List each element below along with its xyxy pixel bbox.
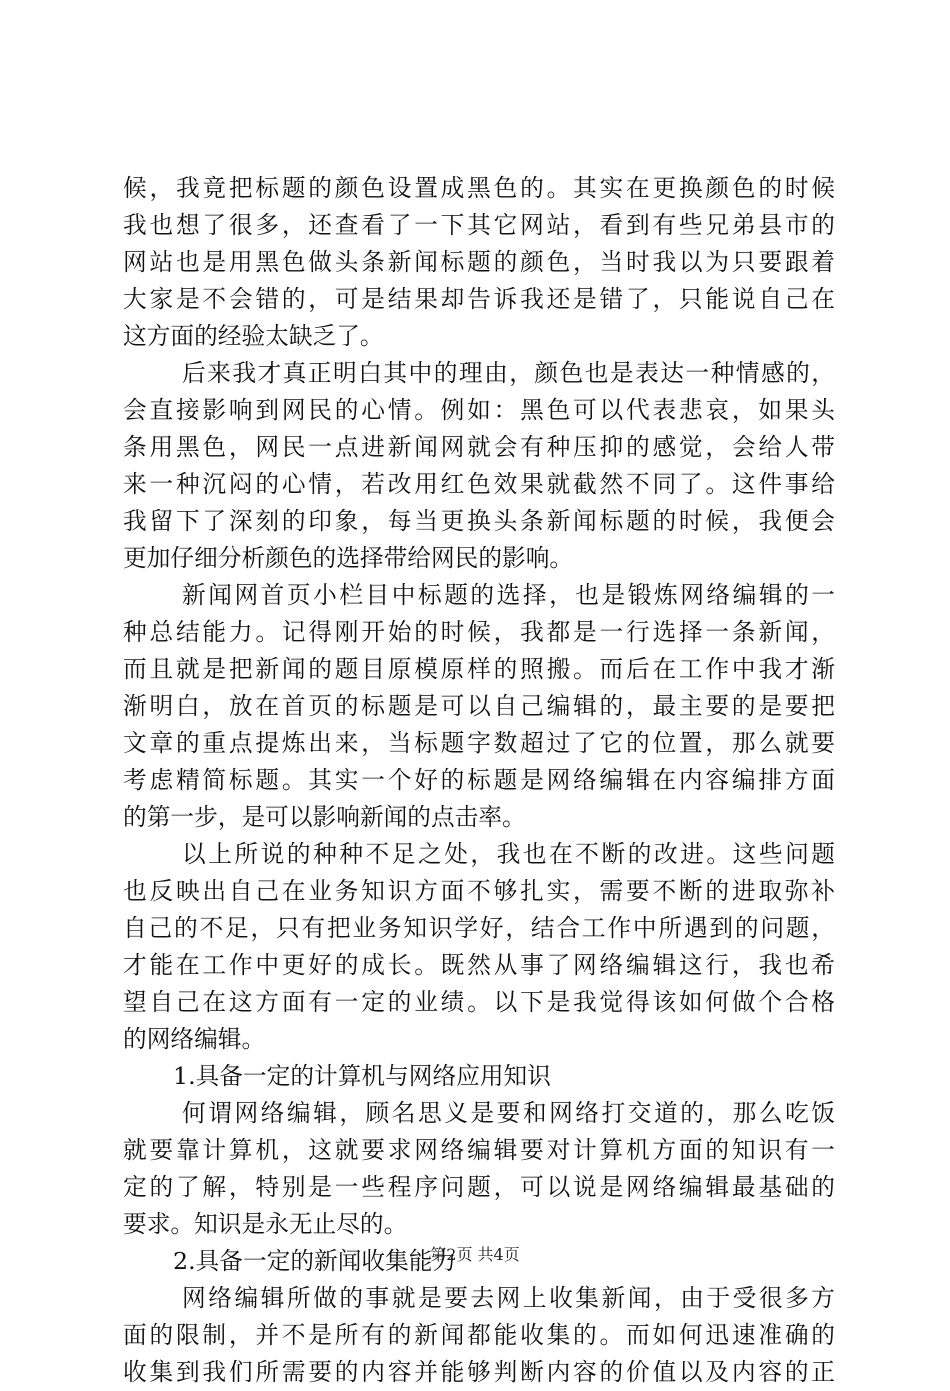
paragraph-first-line: 以上所说的种种不足之处，我也在不断的改进。这些问题 — [182, 840, 835, 868]
text-line: 也反映出自己在业务知识方面不够扎实，需要不断的进取弥补 — [123, 877, 835, 905]
text-line: 会直接影响到网民的心情。例如：黑色可以代表悲哀，如果头 — [123, 396, 835, 424]
text-line: 这方面的经验太缺乏了。 — [123, 322, 384, 350]
text-line: 望自己在这方面有一定的业绩。以下是我觉得该如何做个合格 — [123, 988, 835, 1016]
text-line: 面的限制，并不是所有的新闻都能收集的。而如何迅速准确的 — [123, 1321, 835, 1349]
text-line: 渐明白，放在首页的标题是可以自己编辑的，最主要的是要把 — [123, 692, 835, 720]
text-line: 我留下了深刻的印象，每当更换头条新闻标题的时候，我便会 — [123, 507, 835, 535]
text-line: 文章的重点提炼出来，当标题字数超过了它的位置，那么就要 — [123, 729, 835, 757]
text-line: 而且就是把新闻的题目原模原样的照搬。而后在工作中我才渐 — [123, 655, 835, 683]
text-line: 就要靠计算机，这就要求网络编辑要对计算机方面的知识有一 — [123, 1136, 835, 1164]
text-line: 更加仔细分析颜色的选择带给网民的影响。 — [123, 544, 574, 572]
text-line: 候，我竟把标题的颜色设置成黑色的。其实在更换颜色的时候 — [123, 174, 835, 202]
text-line: 网站也是用黑色做头条新闻标题的颜色，当时我以为只要跟着 — [123, 248, 835, 276]
text-line: 大家是不会错的，可是结果却告诉我还是错了，只能说自己在 — [123, 285, 835, 313]
text-line: 自己的不足，只有把业务知识学好，结合工作中所遇到的问题， — [123, 914, 835, 942]
text-line: 的网络编辑。 — [123, 1025, 266, 1053]
text-line: 定的了解，特别是一些程序问题，可以说是网络编辑最基础的 — [123, 1173, 835, 1201]
text-line: 条用黑色，网民一点进新闻网就会有种压抑的感觉，会给人带 — [123, 433, 835, 461]
text-line: 的第一步，是可以影响新闻的点击率。 — [123, 803, 526, 831]
text-line: 才能在工作中更好的成长。既然从事了网络编辑这行，我也希 — [123, 951, 835, 979]
text-line: 收集到我们所需要的内容并能够判断内容的价值以及内容的正 — [123, 1358, 835, 1386]
text-line: 我也想了很多，还查看了一下其它网站，看到有些兄弟县市的 — [123, 211, 835, 239]
section-heading: 2.具备一定的新闻收集能力 — [173, 1247, 457, 1275]
section-heading: 1.具备一定的计算机与网络应用知识 — [173, 1062, 551, 1090]
paragraph-first-line: 网络编辑所做的事就是要去网上收集新闻，由于受很多方 — [182, 1284, 835, 1312]
paragraph-first-line: 新闻网首页小栏目中标题的选择，也是锻炼网络编辑的一 — [182, 581, 835, 609]
page-footer: 第2页 共4页 — [430, 1245, 520, 1264]
text-line: 要求。知识是永无止尽的。 — [123, 1210, 408, 1238]
paragraph-first-line: 何谓网络编辑，顾名思义是要和网络打交道的，那么吃饭 — [182, 1099, 835, 1127]
text-line: 来一种沉闷的心情，若改用红色效果就截然不同了。这件事给 — [123, 470, 835, 498]
paragraph-first-line: 后来我才真正明白其中的理由，颜色也是表达一种情感的， — [182, 359, 835, 387]
text-line: 考虑精简标题。其实一个好的标题是网络编辑在内容编排方面 — [123, 766, 835, 794]
document-body — [123, 170, 835, 1391]
text-line: 种总结能力。记得刚开始的时候，我都是一行选择一条新闻， — [123, 618, 835, 646]
